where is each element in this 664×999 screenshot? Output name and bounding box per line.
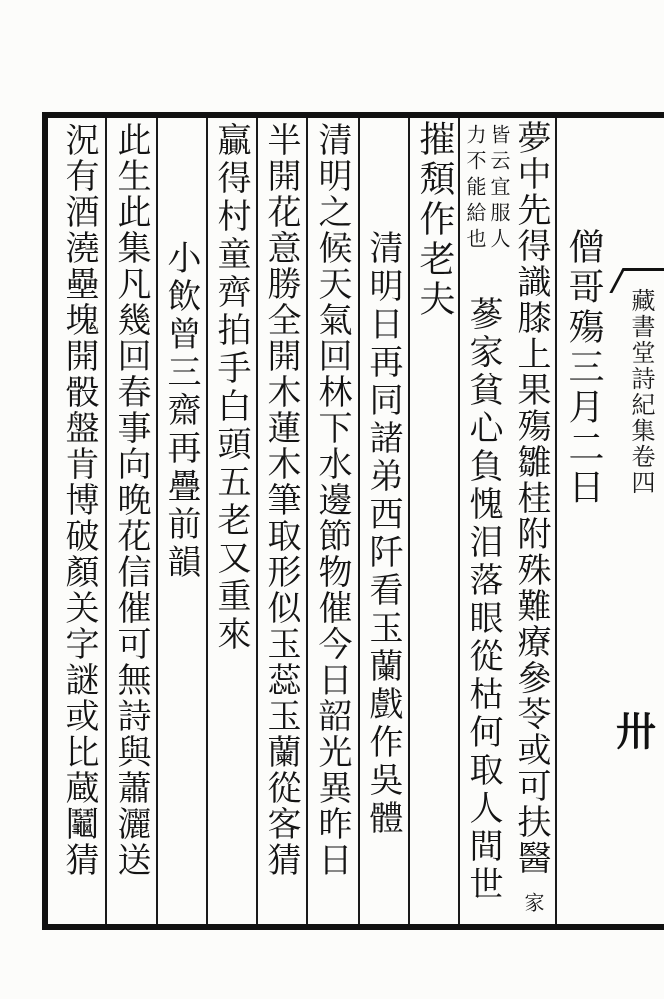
verse-line: 況有酒澆壘塊開骰盤肯博破顏关字謎或比蔵鬮猜 [59, 122, 99, 878]
verse-line: 贏得村童齊拍手白頭五老又重來 [211, 122, 251, 654]
poem-title-qingming: 清明日再同諸弟西阡看玉蘭戲作吳體 [363, 230, 403, 838]
column-rule [408, 118, 410, 924]
bottom-border [42, 924, 664, 930]
inline-note: 力不能給也 [463, 124, 487, 254]
verse-line: 夢中先得識膝上果殤雛桂附殊難療參苓或可扶醫 [511, 120, 551, 876]
column-rule [256, 118, 258, 924]
inline-note: 皆云宜服人 [487, 124, 511, 254]
margin-book-title: 藏書堂詩紀集卷四 [627, 288, 655, 496]
verse-line: 此生此集凡幾回春事向晚花信催可無詩與蕭灑送 [111, 122, 151, 878]
verse-line: 蔘家貧心負愧泪落眼從枯何取人間世 [463, 296, 503, 904]
poem-title-sengge: 僧哥殤三月二日 [563, 228, 604, 508]
column-rule [105, 118, 107, 924]
column-rule [206, 118, 208, 924]
verse-line: 摧頽作老夫 [414, 120, 455, 320]
column-rule [358, 118, 360, 924]
column-rule [555, 118, 557, 924]
inline-note: 家 [521, 892, 545, 918]
column-rule [306, 118, 308, 924]
column-rule [458, 118, 460, 924]
column-rule [156, 118, 158, 924]
poem-title-xiaoyin: 小飲曾三齋再疊前韻 [161, 240, 201, 582]
margin-folio-mark: 卅 [616, 708, 656, 755]
verse-line: 清明之候天氣回林下水邊節物催今日韶光異昨日 [312, 122, 352, 878]
verse-line: 半開花意勝全開木蓮木筆取形似玉蕊玉蘭從客猜 [261, 122, 301, 878]
